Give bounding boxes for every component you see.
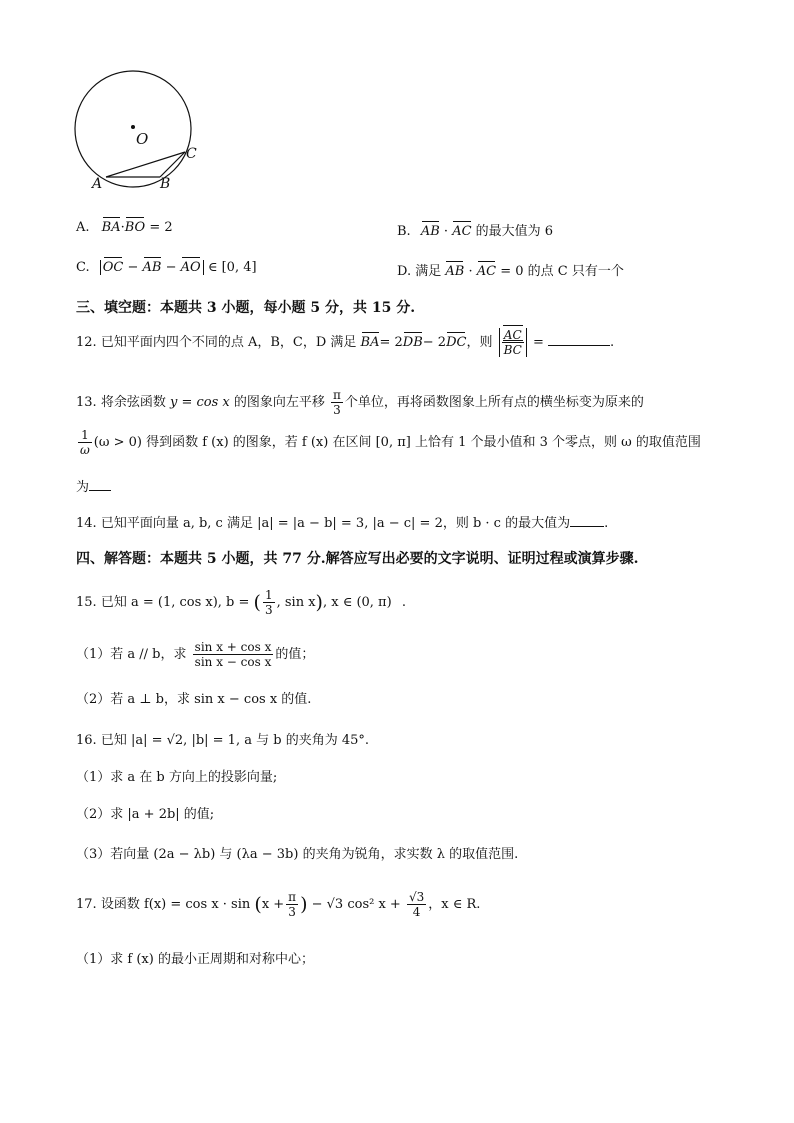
section-4-heading: 四、解答题：本题共 5 小题，共 77 分.解答应写出必要的文字说明、证明过程或演算步骤. (76, 551, 639, 567)
vec-bo: BO (124, 220, 146, 235)
question-15-part-1: （1）若 a // b，求 $\frac{\text{sin x + cos x}}{\text{sin x − cos x}}$ 的值； (76, 640, 315, 669)
vec-ac: AC (452, 224, 472, 239)
question-12: 12. 已知平面内四个不同的点 A，B，C，D 满足 BA= 2DB− 2DC，则 $\frac{AC}{BC}$ = . (76, 328, 615, 357)
label-c: C (186, 146, 197, 162)
question-16: 16. 已知 |a| = √2, |b| = 1, a 与 b 的夹角为 45°. (76, 733, 369, 748)
question-15: 15. 已知 a = (1, cos x), b = ( $\frac{1}{3}$ , sin x), x ∈ (0, π) . (76, 588, 406, 617)
option-c: C. OC − AB − AO ∈ [0, 4] (76, 260, 257, 275)
vec-ab: AB (420, 224, 440, 239)
answer-blank-13[interactable] (89, 490, 111, 491)
question-17-part-1: （1）求 f (x) 的最小正周期和对称中心； (76, 952, 314, 967)
answer-blank-14[interactable] (570, 526, 604, 527)
abs-expr: OC − AB − AO (100, 260, 204, 275)
question-16-part-3: （3）若向量 (2a − λb) 与 (λa − 3b) 的夹角为锐角，求实数 λ 的取值范围. (76, 847, 519, 862)
question-15-part-2: （2）若 a ⊥ b，求 sin x − cos x 的值. (76, 692, 312, 707)
question-13-line-1: 13. 将余弦函数 y = cos x 的图象向左平移 $\frac{\pi}{3}$ 个单位，再将函数图象上所有点的横坐标变为原来的 (76, 388, 644, 417)
question-14: 14. 已知平面向量 a, b, c 满足 |a| = |a − b| = 3, |a − c| = 2，则 b · c 的最大值为 . (76, 516, 609, 531)
label-b: B (160, 176, 171, 192)
question-17: 17. 设函数 f(x) = cos x · sin (x + $\frac{\pi}{3}$ ) − √3 cos² x + $\frac{√3}{4}$ ，x ∈ R. (76, 890, 481, 919)
label-o: O (136, 130, 149, 148)
ratio-fraction: $\frac{AC}{BC}$ (499, 328, 527, 357)
option-d: D. 满足 AB · AC = 0 的点 C 只有一个 (397, 264, 624, 279)
question-16-part-2: （2）求 |a + 2b| 的值; (76, 807, 215, 822)
option-b: B. AB · AC 的最大值为 6 (397, 224, 554, 239)
question-13-line-2: $\frac{1}{\omega}$ (ω > 0) 得到函数 f (x) 的图象，若 f (x) 在区间 [0, π] 上恰有 1 个最小值和 3 个零点，则 ω 的取值范围 (80, 428, 701, 457)
label-a: A (92, 176, 103, 192)
answer-blank-12[interactable] (548, 345, 610, 346)
option-a: A. BA·BO = 2 (76, 220, 173, 235)
center-point (131, 125, 135, 129)
question-16-part-1: （1）求 a 在 b 方向上的投影向量; (76, 770, 278, 785)
section-3-heading: 三、填空题：本题共 3 小题，每小题 5 分，共 15 分. (76, 300, 416, 316)
question-13-line-3: 为 (76, 476, 111, 495)
vec-ba: BA (101, 220, 121, 235)
